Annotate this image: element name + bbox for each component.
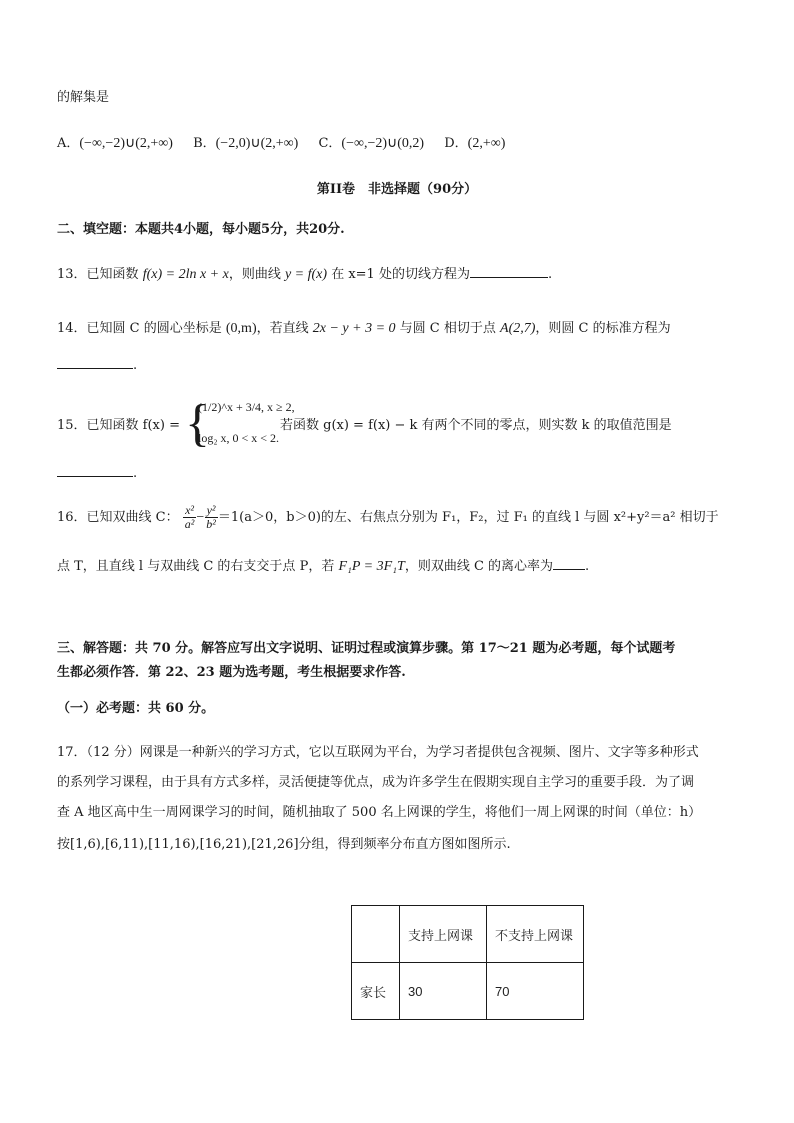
section-heading-fill-in: 二、填空题：本题共4小题，每小题5分，共20分.: [57, 222, 345, 237]
answer-blank: [553, 557, 585, 570]
question-17-line-4: 按[1,6),[6,11),[11,16),[16,21),[21,26]分组，得到频率分布直方图如图所示.: [57, 837, 511, 852]
answer-blank: [57, 356, 133, 369]
question-17-line-3: 查 A 地区高中生一周网课学习的时间，随机抽取了 500 名上网课的学生，将他们一周上网课的时间（单位：h）: [57, 805, 702, 820]
survey-table: [351, 905, 584, 1020]
question-17-line-2: 的系列学习课程，由于具有方式多样，灵活便捷等优点，成为许多学生在假期实现自主学习的重要手段．为了调: [57, 775, 695, 790]
fraction-y2-b2: $\frac{\text{y²}}{\text{b²}}$: [206, 503, 216, 531]
question-15-text: 若函数 g(x) = f(x) − k 有两个不同的零点，则实数 k 的取值范围是: [280, 418, 672, 433]
question-15-blank-line: .: [57, 464, 137, 481]
subsection-required: （一）必考题：共 60 分。: [57, 701, 215, 716]
section-heading-answer-2: 生都必须作答．第 22、23 题为选考题，考生根据要求作答.: [57, 665, 406, 680]
question-15: 15．已知函数 f(x) =: [57, 418, 180, 433]
option-c: C．(−∞,−2)∪(0,2): [318, 136, 425, 151]
question-14-blank-line: .: [57, 356, 137, 373]
table-header-empty: [352, 906, 400, 963]
fraction-x2-a2: $\frac{\text{x²}}{\text{a²}}$: [184, 503, 195, 531]
question-13: 13．已知函数 f(x) = 2ln x + x，则曲线 y = f(x) 在 x=1 处的切线方程为 .: [57, 267, 553, 282]
table-cell-not-support-count: 70: [487, 963, 584, 1020]
answer-blank: [470, 265, 548, 278]
question-continuation: 的解集是: [57, 90, 110, 105]
piecewise-case-2: log₂ x, 0 < x < 2.: [198, 431, 280, 445]
table-row: [352, 963, 584, 1020]
section-heading-answer: 三、解答题：共 70 分。解答应写出文字说明、证明过程或演算步骤。第 17～21 题为必考题，每个试题考: [57, 641, 676, 656]
answer-blank: [57, 464, 133, 477]
answer-options: [57, 132, 521, 152]
question-16-line-2: 点 T，且直线 l 与双曲线 C 的右支交于点 P，若 F₁P = 3F₁T，则双曲线 C 的离心率为 .: [57, 559, 590, 574]
piecewise-brace: {: [185, 395, 210, 452]
part-title: 第II卷 非选择题（90分）: [316, 182, 478, 197]
question-14: 14．已知圆 C 的圆心坐标是 (0,m)，若直线 2x − y + 3 = 0 与圆 C 相切于点 A(2,7)，则圆 C 的标准方程为: [57, 321, 671, 336]
option-a: A．(−∞,−2)∪(2,+∞): [57, 136, 173, 151]
question-17-line-1: 17．（12 分）网课是一种新兴的学习方式，它以互联网为平台，为学习者提供包含视频、图片、文字等多种形式: [57, 745, 699, 760]
table-header-support: 支持上网课: [400, 906, 487, 963]
table-header-not-support: 不支持上网课: [487, 906, 584, 963]
table-header-row: [352, 906, 584, 963]
table-cell-support-count: 30: [400, 963, 487, 1020]
option-b: B．(−2,0)∪(2,+∞): [193, 136, 299, 151]
option-d: D．(2,+∞): [444, 136, 506, 151]
question-16: 16．已知双曲线 C： $\frac{\text{x²}}{\text{a²}}$ − $\frac{\text{y²}}{\text{b²}}$ ＝1(a＞0，b＞0)的左、右焦点分别为 F₁，F₂，过 F₁ 的直线 l 与圆 x²+y²＝a² 相切于: [57, 503, 719, 531]
table-cell-group: 家长: [352, 963, 400, 1020]
piecewise-case-1: (1/2)^x + 3/4, x ≥ 2,: [198, 400, 295, 414]
